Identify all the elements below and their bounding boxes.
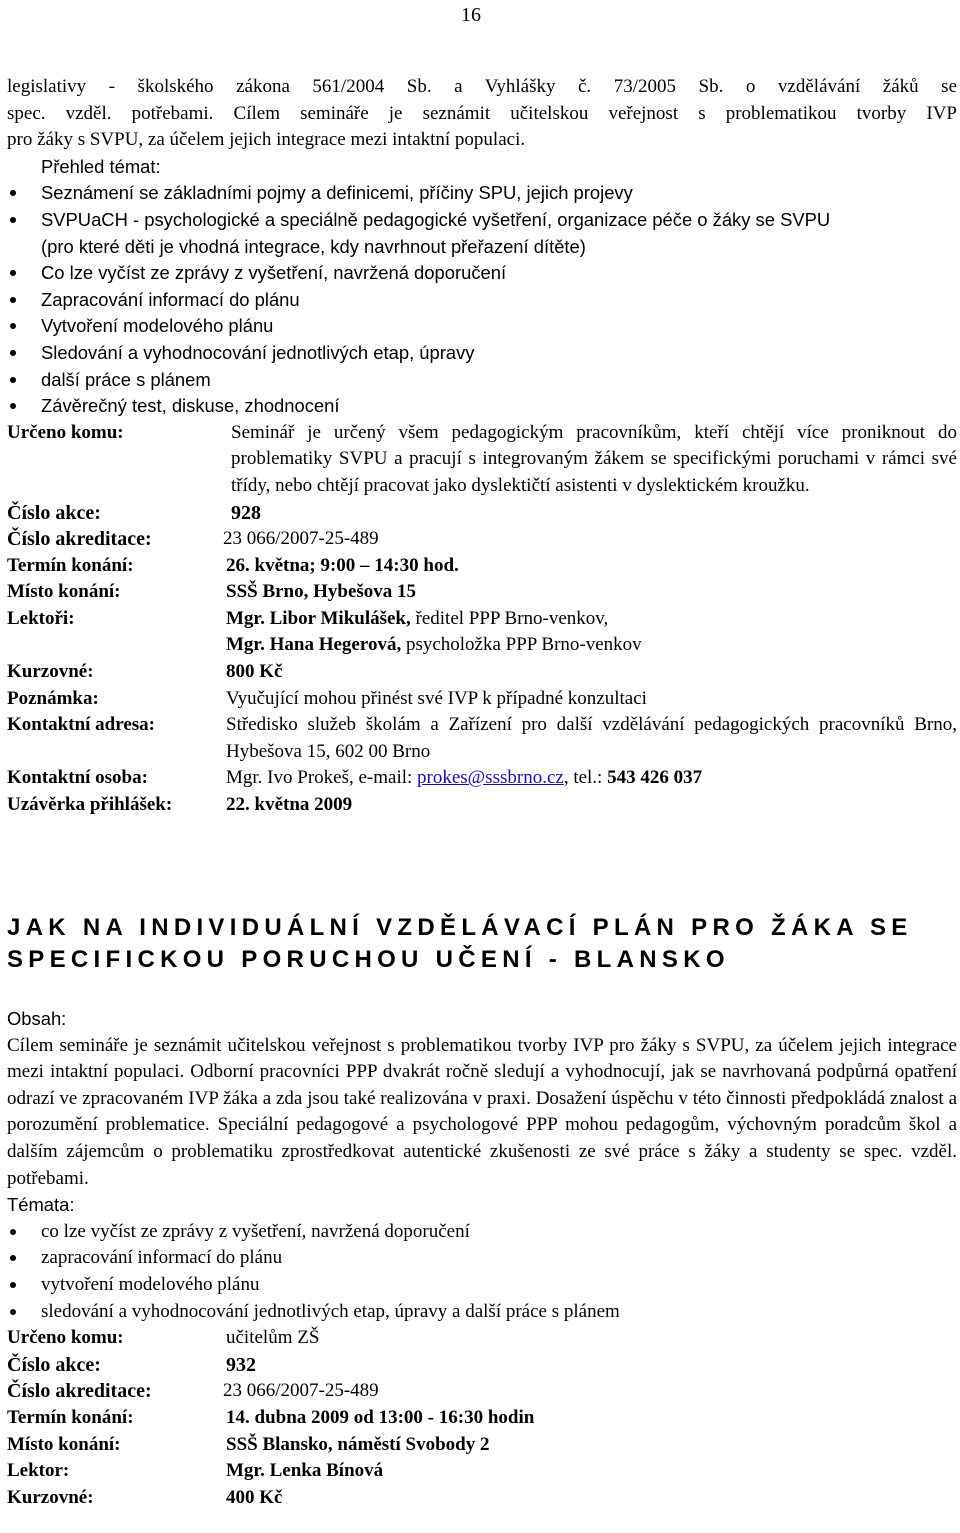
list-item: vytvoření modelového plánu	[7, 1272, 957, 1299]
target-label: Určeno komu:	[7, 421, 124, 443]
fee-label: Kurzovné:	[7, 1486, 94, 1508]
accreditation-row	[7, 526, 957, 553]
action-row-2	[7, 1352, 957, 1379]
lecturer-row-2	[7, 1458, 957, 1485]
address-label: Kontaktní adresa:	[7, 714, 155, 736]
action-label: Číslo akce:	[7, 1353, 101, 1376]
lecturers-label: Lektoři:	[7, 607, 75, 629]
note-row	[7, 686, 957, 713]
accreditation-value: 23 066/2007-25-489	[223, 1380, 379, 1402]
fee-label: Kurzovné:	[7, 661, 94, 683]
date-row-2	[7, 1405, 957, 1432]
intro-line-1: legislativy - školského zákona 561/2004 Sb. a Vyhlášky č. 73/2005 Sb. o vzdělávání žáků se	[7, 76, 957, 97]
fee-row	[7, 659, 957, 686]
fee-value: 400 Kč	[226, 1486, 283, 1508]
list-item: SVPUaCH - psychologické a speciálně pedagogické vyšetření, organizace péče o žáky se SVPU (pro které děti je vhodná integrace, kdy navrhnout přeřazení dítěte)	[7, 207, 957, 260]
lecturers-row	[7, 606, 957, 659]
email-link[interactable]: prokes@sssbrno.cz	[417, 767, 564, 789]
contact-row: Kontaktní osoba: Mgr. Ivo Prokeš, e-mail: prokes@sssbrno.cz, tel.: 543 426 037	[7, 765, 957, 792]
list-item: Zapracování informací do plánu	[7, 287, 957, 314]
accreditation-label: Číslo akreditace:	[7, 528, 152, 551]
lecturer-value: Mgr. Lenka Bínová	[226, 1460, 384, 1482]
place-label: Místo konání:	[7, 581, 121, 603]
date-label: Termín konání:	[7, 554, 134, 576]
action-row	[7, 500, 957, 527]
place-value: SSŠ Blansko, náměstí Svobody 2	[226, 1433, 490, 1455]
place-label: Místo konání:	[7, 1433, 121, 1455]
list-item: zapracování informací do plánu	[7, 1245, 957, 1272]
page-number: 16	[461, 4, 481, 26]
deadline-label: Uzávěrka přihlášek:	[7, 794, 173, 816]
list-item: sledování a vyhodnocování jednotlivých etap, úpravy a další práce s plánem	[7, 1299, 957, 1326]
list-item: Seznámení se základními pojmy a definicemi, příčiny SPU, jejich projevy	[7, 180, 957, 207]
deadline-value: 22. května 2009	[226, 794, 353, 816]
place-row-2	[7, 1432, 957, 1459]
note-label: Poznámka:	[7, 687, 99, 709]
action-value: 932	[226, 1353, 256, 1376]
target-row	[7, 420, 957, 500]
topic-continuation: (pro které děti je vhodná integrace, kdy navrhnout přeřazení dítěte)	[41, 235, 586, 257]
address-row	[7, 712, 957, 765]
list-item: Závěrečný test, diskuse, zhodnocení	[7, 393, 957, 420]
fee-value: 800 Kč	[226, 661, 283, 683]
target-value: Seminář je určený všem pedagogickým pracovníkům, kteří chtějí více proniknout do problematiky SVPU a pracují s integrovaným žákem se specifickými poruchami v rámci své třídy, nebo chtějí pracovat jako dyslektičtí asistenti v dyslektickém kroužku.	[231, 421, 957, 496]
lecturer-label: Lektor:	[7, 1460, 70, 1482]
topics-label: Přehled témat:	[41, 155, 161, 177]
list-item: Co lze vyčíst ze zprávy z vyšetření, navržená doporučení	[7, 260, 957, 287]
fee-row-2	[7, 1485, 957, 1512]
contact-name: Mgr. Ivo Prokeš, e-mail:	[226, 767, 418, 789]
note-value: Vyučující mohou přinést své IVP k případné konzultaci	[226, 687, 647, 709]
intro-line-2: spec. vzděl. potřebami. Cílem semináře je seznámit učitelskou veřejnost s problematikou tvorby IVP	[7, 102, 957, 124]
target-label: Určeno komu:	[7, 1327, 124, 1349]
seminar-928	[7, 74, 957, 819]
action-value: 928	[231, 501, 261, 524]
topics-label-2: Témata:	[7, 1194, 75, 1216]
place-value: SSŠ Brno, Hybešova 15	[226, 581, 417, 603]
date-value: 14. dubna 2009 od 13:00 - 16:30 hodin	[226, 1406, 535, 1428]
accreditation-value: 23 066/2007-25-489	[223, 528, 379, 550]
topic-list-2	[7, 1219, 957, 1325]
deadline-row	[7, 792, 957, 819]
accreditation-label: Číslo akreditace:	[7, 1380, 152, 1403]
intro-line-3: pro žáky s SVPU, za účelem jejich integrace mezi intaktní populaci.	[7, 129, 526, 151]
date-row	[7, 553, 957, 580]
content-text: Cílem semináře je seznámit učitelskou veřejnost s problematikou tvorby IVP pro žáky s SVPU, za účelem jejich integrace mezi intaktní populaci. Odborní pracovníci PPP dvakrát ročně sledují a vyhodnocují, jak se navrhovaná podpůrná opatření odrazí ve zpracovaném IVP žáka a zda jsou také realizována v praxi. Dosažení úspěchu v této činnosti předpokládá znalost a porozumění problematice. Speciální pedagogové a psychologové PPP mohou pedagogům, výchovným poradcům škol a dalším zájemcům o problematiku zprostředkovat autentické zkušenosti ze své práce s žáky a studenty se spec. vzděl. potřebami.	[7, 1034, 957, 1189]
lecturer-1: Mgr. Libor Mikulášek, ředitel PPP Brno-venkov,	[226, 607, 609, 629]
seminar-932	[7, 912, 957, 1511]
contact-phone: 543 426 037	[607, 767, 703, 789]
content-label: Obsah:	[7, 1008, 67, 1029]
address-value: Středisko služeb školám a Zařízení pro další vzdělávání pedagogických pracovníků Brno, Hybešova 15, 602 00 Brno	[226, 714, 957, 762]
list-item: Vytvoření modelového plánu	[7, 313, 957, 340]
target-row-2	[7, 1325, 957, 1352]
list-item: další práce s plánem	[7, 367, 957, 394]
date-label: Termín konání:	[7, 1406, 134, 1428]
list-item: co lze vyčíst ze zprávy z vyšetření, navržená doporučení	[7, 1219, 957, 1246]
lecturer-2: Mgr. Hana Hegerová, psycholožka PPP Brno-venkov	[226, 634, 642, 656]
list-item: Sledování a vyhodnocování jednotlivých etap, úpravy	[7, 340, 957, 367]
action-label: Číslo akce:	[7, 501, 101, 524]
contact-label: Kontaktní osoba:	[7, 767, 148, 789]
place-row	[7, 579, 957, 606]
date-value: 26. května; 9:00 – 14:30 hod.	[226, 554, 459, 576]
target-value: učitelům ZŠ	[226, 1327, 320, 1349]
seminar-title: JAK NA INDIVIDUÁLNÍ VZDĚLÁVACÍ PLÁN PRO ŽÁKA SE SPECIFICKOU PORUCHOU UČENÍ - BLANSKO	[7, 914, 913, 973]
topic-list	[7, 180, 957, 419]
accreditation-row-2	[7, 1378, 957, 1405]
